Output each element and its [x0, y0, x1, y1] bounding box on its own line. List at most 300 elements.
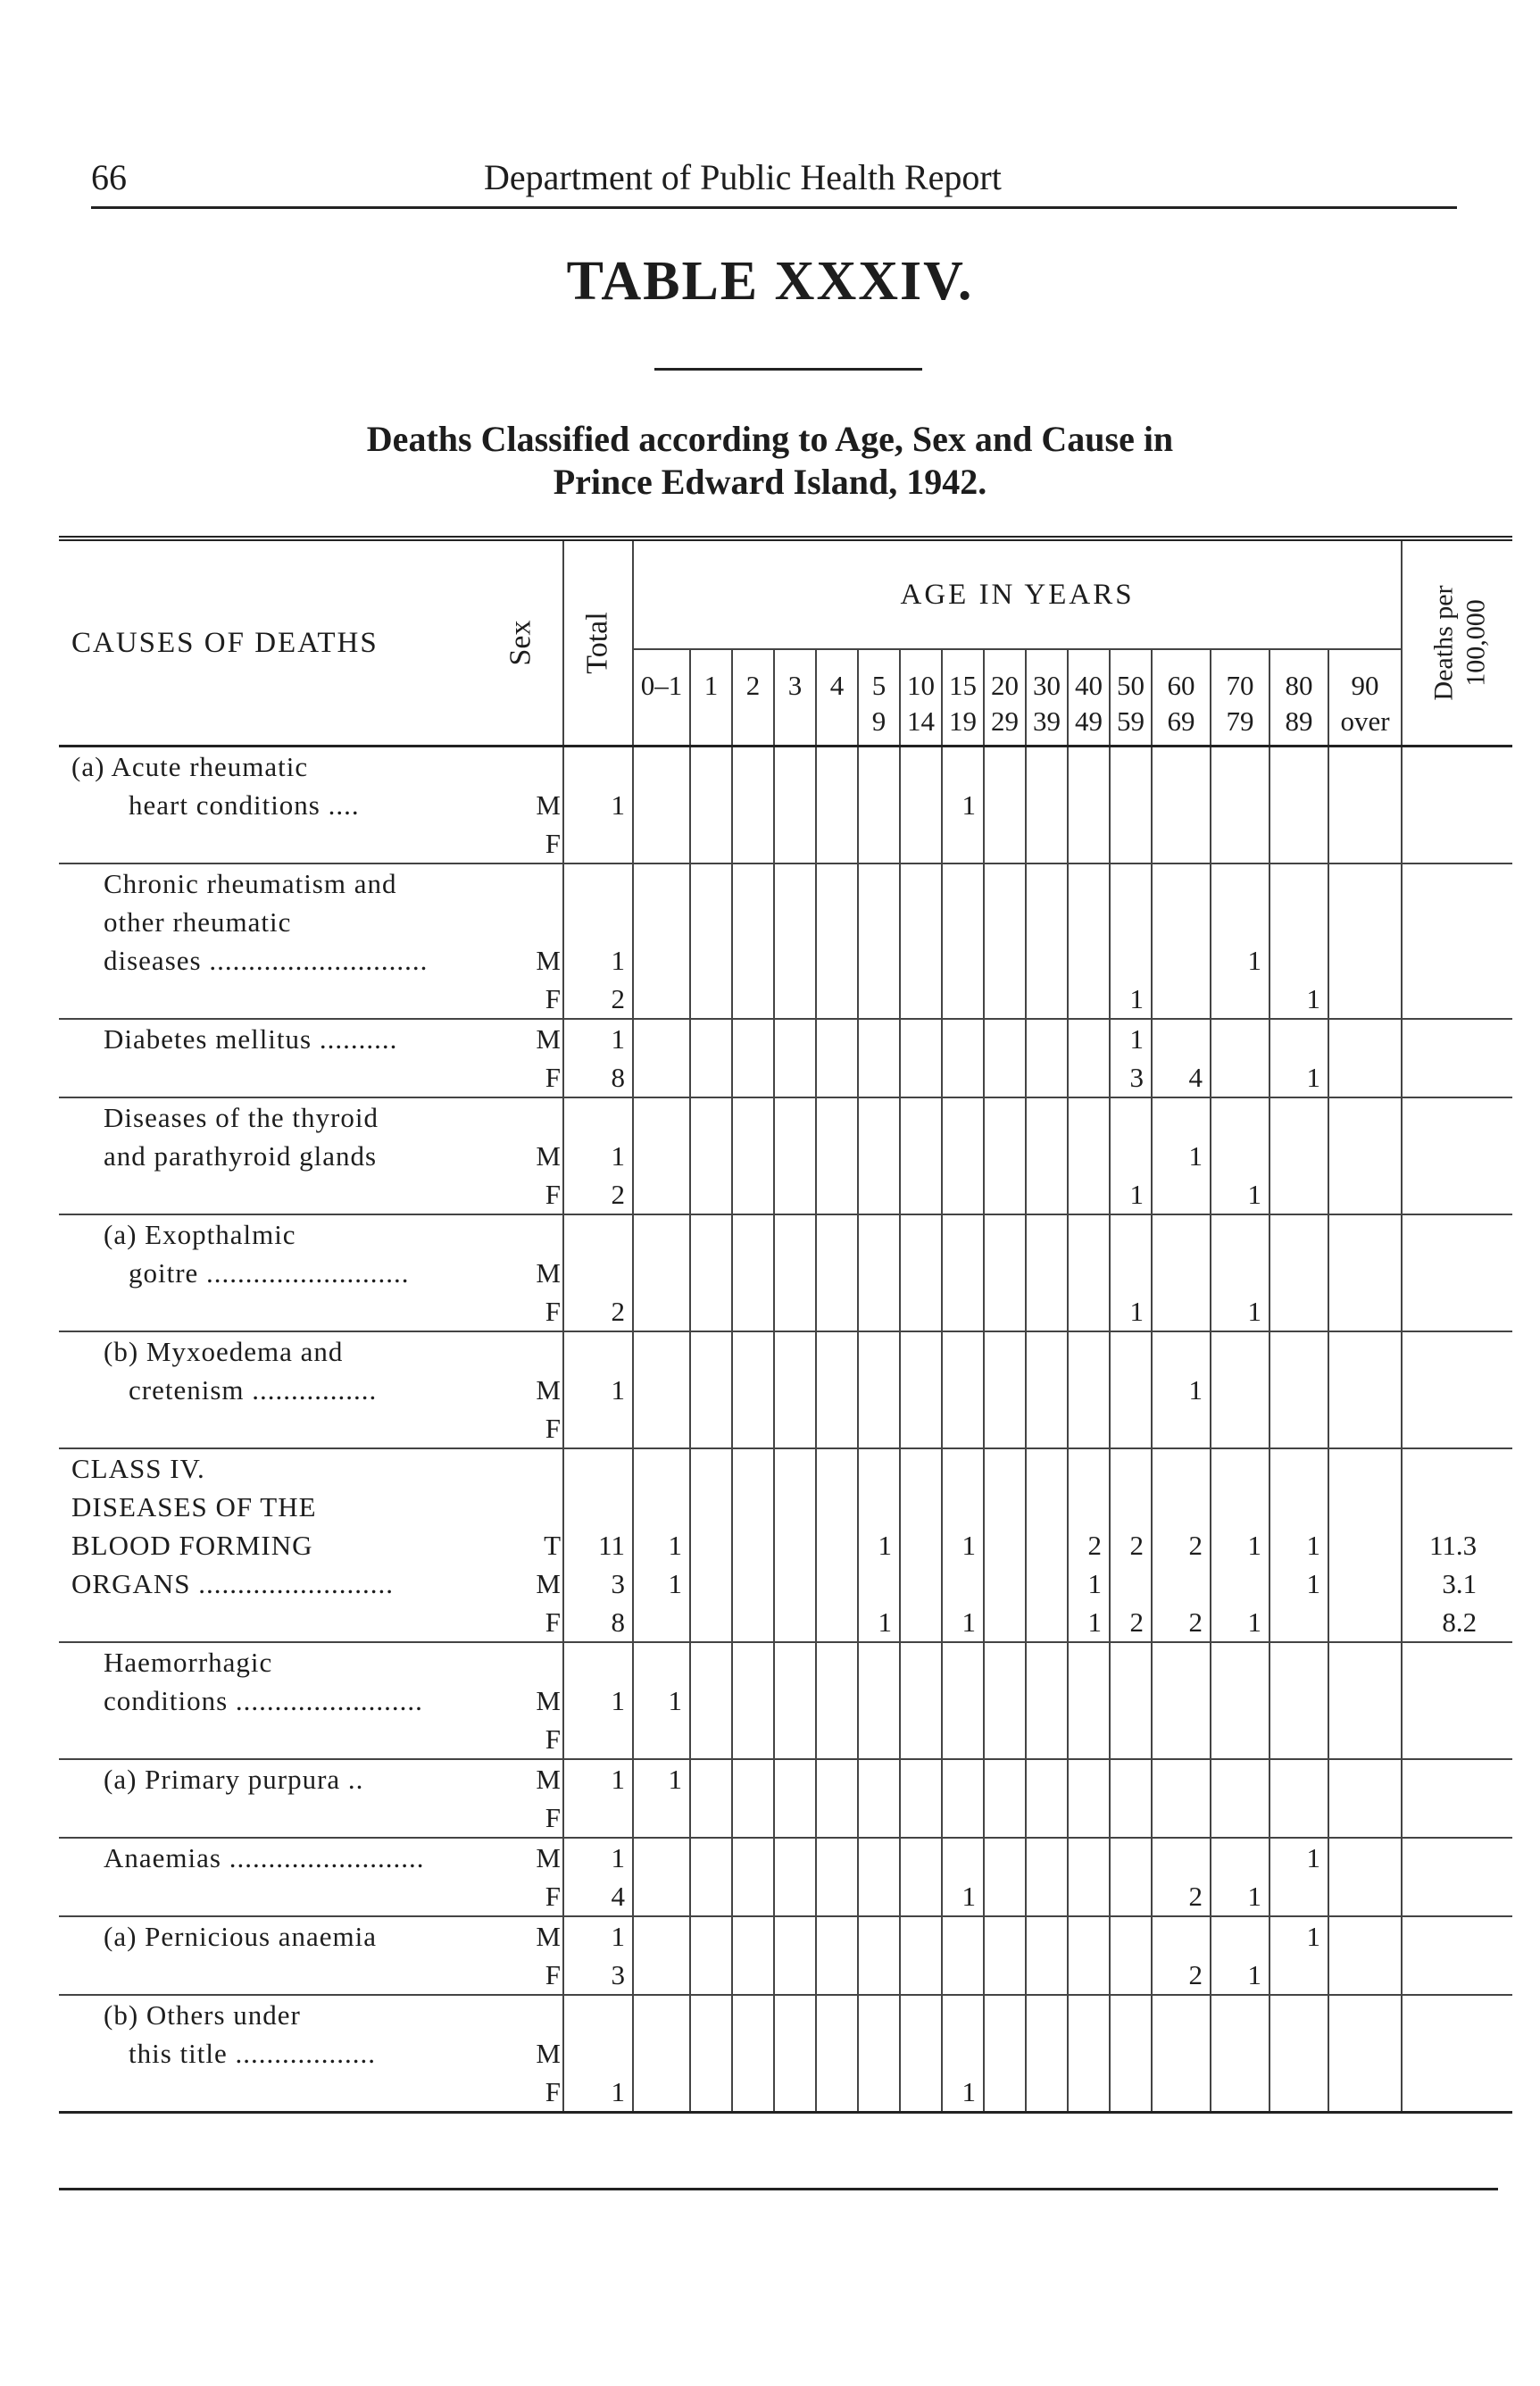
age-cell [633, 1137, 690, 1175]
age-cell [774, 1526, 816, 1564]
age-cell [816, 1331, 858, 1371]
rate-cell [1402, 1175, 1512, 1214]
age-cell [1110, 2073, 1152, 2113]
age-cell [858, 1916, 900, 1956]
age-cell [1211, 824, 1269, 863]
header-row-1 [59, 538, 1512, 649]
rate-cell [1402, 1877, 1512, 1916]
age-cell [732, 1642, 774, 1681]
age-cell [690, 1097, 732, 1137]
age-cell [1026, 1995, 1068, 2034]
age-cell [1269, 1448, 1328, 1488]
cause-cell: conditions ........................ [104, 1685, 423, 1716]
age-cell [1110, 1956, 1152, 1995]
age-cell: 1 [1211, 1292, 1269, 1331]
age-cell [1211, 1331, 1269, 1371]
age-cell [1110, 786, 1152, 824]
age-cell [1269, 1371, 1328, 1409]
age-cell [633, 1916, 690, 1956]
age-column-header [942, 649, 984, 747]
age-cell [984, 1214, 1026, 1254]
age-cell [1026, 1254, 1068, 1292]
age-cell [1026, 824, 1068, 863]
age-cell [900, 1371, 942, 1409]
cause-cell: diseases ............................ [104, 945, 429, 976]
age-cell [942, 980, 984, 1019]
sex-cell [479, 747, 563, 787]
age-header-top: 10 [907, 670, 935, 701]
age-cell [774, 824, 816, 863]
sex-cell: F [545, 1413, 561, 1444]
age-cell [942, 747, 984, 787]
age-cell [690, 1292, 732, 1331]
age-cell [1026, 1292, 1068, 1331]
sex-cell: M [536, 1257, 561, 1289]
table-row [59, 1097, 1512, 1137]
age-cell: 1 [1152, 1137, 1211, 1175]
age-cell [1211, 1097, 1269, 1137]
age-cell [858, 1564, 900, 1603]
age-cell [1068, 1995, 1110, 2034]
age-cell [1269, 1409, 1328, 1448]
age-cell: 1 [1068, 1603, 1110, 1642]
age-cell [1328, 1292, 1402, 1331]
age-cell [1269, 1956, 1328, 1995]
age-cell [942, 1371, 984, 1409]
rate-cell [1402, 2034, 1512, 2073]
age-cell [1068, 903, 1110, 941]
age-cell [1152, 786, 1211, 824]
age-cell [1328, 1058, 1402, 1097]
age-cell [816, 1681, 858, 1720]
rate-cell [1402, 1798, 1512, 1838]
total-cell [563, 824, 633, 863]
age-header-bottom: 19 [949, 705, 977, 737]
age-cell: 2 [1152, 1603, 1211, 1642]
age-cell [690, 1448, 732, 1488]
age-cell [633, 1603, 690, 1642]
age-cell [1068, 1331, 1110, 1371]
age-cell [900, 1137, 942, 1175]
sex-cell: M [536, 1568, 561, 1599]
age-cell [732, 1448, 774, 1488]
age-cell: 3 [1110, 1058, 1152, 1097]
age-cell [774, 1877, 816, 1916]
age-cell [1211, 903, 1269, 941]
rate-header-line-1: Deaths per [1428, 585, 1459, 701]
age-cell [1110, 2034, 1152, 2073]
age-cell: 1 [1211, 941, 1269, 980]
age-cell [774, 1681, 816, 1720]
age-cell [1026, 1331, 1068, 1371]
age-cell: 1 [1211, 1526, 1269, 1564]
age-cell [732, 1019, 774, 1058]
age-cell [774, 1097, 816, 1137]
age-cell [1328, 747, 1402, 787]
age-cell [1152, 1798, 1211, 1838]
age-cell [690, 2073, 732, 2113]
age-cell [858, 1409, 900, 1448]
table-row [59, 1720, 1512, 1759]
age-cell [1026, 1526, 1068, 1564]
age-cell [942, 1137, 984, 1175]
age-header-bottom: 49 [1075, 705, 1103, 737]
age-cell: 1 [858, 1526, 900, 1564]
age-cell [633, 941, 690, 980]
total-cell: 1 [563, 2073, 633, 2113]
table-row [59, 1175, 1512, 1214]
age-header-top: 20 [991, 670, 1019, 701]
age-cell [984, 1019, 1026, 1058]
total-cell: 2 [563, 1175, 633, 1214]
rate-cell [1402, 2073, 1512, 2113]
age-cell [858, 1097, 900, 1137]
age-header-top: 50 [1117, 670, 1145, 701]
age-cell [690, 1214, 732, 1254]
sex-cell: F [545, 1723, 561, 1755]
total-cell: 1 [563, 1137, 633, 1175]
age-header-top: 2 [745, 670, 761, 701]
age-cell [1110, 1642, 1152, 1681]
age-cell [1152, 1019, 1211, 1058]
age-cell [1068, 1956, 1110, 1995]
sex-cell: M [479, 1759, 563, 1798]
age-cell [1068, 1642, 1110, 1681]
age-header-top: 15 [949, 670, 977, 701]
table-row [59, 1838, 1512, 1877]
age-cell: 1 [633, 1759, 690, 1798]
age-cell [1110, 1409, 1152, 1448]
age-cell [900, 747, 942, 787]
age-cell [1211, 1681, 1269, 1720]
age-cell [1110, 1137, 1152, 1175]
age-cell [1328, 1877, 1402, 1916]
age-cell [942, 1798, 984, 1838]
age-cell [1269, 1877, 1328, 1916]
age-cell [984, 786, 1026, 824]
sex-cell [479, 1097, 563, 1137]
total-cell: 3 [563, 1564, 633, 1603]
age-header-bottom: 9 [871, 705, 887, 737]
cause-cell: (a) Exopthalmic [59, 1214, 479, 1254]
age-cell [1152, 903, 1211, 941]
age-cell [1328, 1838, 1402, 1877]
age-cell [690, 1331, 732, 1371]
age-cell [942, 1956, 984, 1995]
age-cell [858, 1681, 900, 1720]
age-cell [1110, 1720, 1152, 1759]
age-column-header [690, 649, 732, 747]
age-cell [1068, 1877, 1110, 1916]
age-cell [858, 786, 900, 824]
age-cell [690, 1603, 732, 1642]
rate-cell [1402, 1995, 1512, 2034]
age-cell [1328, 1488, 1402, 1526]
cause-cell: heart conditions .... [129, 789, 360, 821]
age-header-bottom [733, 704, 773, 739]
age-cell [942, 824, 984, 863]
age-cell [633, 1214, 690, 1254]
age-cell [816, 824, 858, 863]
age-cell [774, 1603, 816, 1642]
age-cell [774, 1019, 816, 1058]
sex-cell [479, 863, 563, 903]
age-cell [1068, 747, 1110, 787]
table-row [59, 1331, 1512, 1371]
age-cell [1269, 863, 1328, 903]
age-cell [1269, 1720, 1328, 1759]
age-header-bottom [691, 704, 731, 739]
age-cell [984, 1371, 1026, 1409]
total-cell [563, 747, 633, 787]
age-cell [1269, 1254, 1328, 1292]
age-cell [732, 1877, 774, 1916]
age-cell [774, 863, 816, 903]
age-cell [1068, 980, 1110, 1019]
age-cell [816, 1137, 858, 1175]
cause-cell: (b) Myxoedema and [59, 1331, 479, 1371]
causes-header: CAUSES OF DEATHS [59, 538, 479, 747]
age-cell [984, 1448, 1026, 1488]
rate-cell [1402, 863, 1512, 903]
age-cell [732, 1058, 774, 1097]
total-cell [563, 1995, 633, 2034]
age-cell [774, 1564, 816, 1603]
rate-cell: 3.1 [1402, 1564, 1512, 1603]
sex-cell: F [545, 983, 561, 1014]
age-cell [816, 747, 858, 787]
age-cell [1068, 1137, 1110, 1175]
age-cell [732, 863, 774, 903]
age-header-bottom: over [1340, 705, 1390, 737]
age-header-top: 60 [1167, 670, 1195, 701]
age-cell [900, 903, 942, 941]
age-cell [858, 1371, 900, 1409]
table-row [59, 903, 1512, 941]
age-cell [1110, 941, 1152, 980]
age-header-bottom [817, 704, 857, 739]
age-cell [858, 1254, 900, 1292]
rate-cell [1402, 1409, 1512, 1448]
age-cell [1110, 1798, 1152, 1838]
age-cell [1269, 1642, 1328, 1681]
age-cell [732, 903, 774, 941]
table-row [59, 1759, 1512, 1798]
age-cell [1211, 1137, 1269, 1175]
rate-cell [1402, 747, 1512, 787]
age-cell [858, 1019, 900, 1058]
age-cell [984, 1720, 1026, 1759]
table-row [59, 2034, 1512, 2073]
age-group-header: AGE IN YEARS [633, 538, 1402, 649]
age-cell [690, 747, 732, 787]
age-cell [1026, 1681, 1068, 1720]
age-cell [1211, 1371, 1269, 1409]
cause-cell: this title .................. [129, 2038, 376, 2069]
sex-cell: F [479, 2073, 563, 2113]
age-cell [633, 1058, 690, 1097]
age-cell [1211, 1838, 1269, 1877]
age-cell [1152, 747, 1211, 787]
age-cell [774, 1720, 816, 1759]
age-header-bottom: 29 [991, 705, 1019, 737]
sex-cell: T [544, 1530, 561, 1561]
age-cell [774, 1995, 816, 2034]
sex-cell [479, 1642, 563, 1681]
sex-cell: M [536, 1140, 561, 1172]
age-cell [858, 1642, 900, 1681]
age-cell [774, 903, 816, 941]
age-cell [816, 941, 858, 980]
age-cell [942, 1214, 984, 1254]
age-cell [900, 1448, 942, 1488]
age-cell [1269, 1603, 1328, 1642]
rate-cell: 11.3 [1402, 1526, 1512, 1564]
age-header-top: 3 [787, 670, 803, 701]
age-cell [816, 1019, 858, 1058]
age-cell [942, 903, 984, 941]
cause-cell: cretenism ................ [129, 1374, 378, 1406]
table-row [59, 1448, 1512, 1488]
table-row [59, 2073, 1512, 2113]
age-cell [858, 1838, 900, 1877]
age-cell [1152, 1564, 1211, 1603]
age-cell [1152, 1995, 1211, 2034]
age-column-header [858, 649, 900, 747]
rate-header [1402, 538, 1512, 747]
age-cell [690, 1019, 732, 1058]
age-header-top: 4 [829, 670, 845, 701]
age-cell [1110, 903, 1152, 941]
age-cell [633, 1956, 690, 1995]
age-cell [1328, 1720, 1402, 1759]
age-cell [1110, 1371, 1152, 1409]
age-cell [1026, 941, 1068, 980]
age-cell [1152, 1097, 1211, 1137]
age-cell [633, 747, 690, 787]
table-row [59, 1137, 1512, 1175]
age-cell: 1 [1269, 1058, 1328, 1097]
age-cell [1068, 863, 1110, 903]
age-cell [732, 1409, 774, 1448]
total-cell: 4 [563, 1877, 633, 1916]
sex-cell: M [479, 1019, 563, 1058]
age-cell [774, 1838, 816, 1877]
total-cell: 1 [563, 1916, 633, 1956]
age-cell [816, 1371, 858, 1409]
age-cell [1328, 2073, 1402, 2113]
age-cell [1328, 786, 1402, 824]
cause-cell: Anaemias ......................... [59, 1838, 479, 1877]
age-cell [816, 1642, 858, 1681]
age-cell [942, 1292, 984, 1331]
age-cell [816, 1877, 858, 1916]
age-cell [1110, 863, 1152, 903]
age-cell [1328, 1254, 1402, 1292]
age-cell: 1 [1110, 1175, 1152, 1214]
sex-cell: M [479, 1916, 563, 1956]
age-cell [774, 1759, 816, 1798]
age-cell [1026, 1448, 1068, 1488]
age-cell [1211, 1759, 1269, 1798]
age-cell [1328, 1175, 1402, 1214]
age-cell [984, 1292, 1026, 1331]
age-cell [1026, 1019, 1068, 1058]
age-cell [1152, 1720, 1211, 1759]
title-rule [654, 368, 922, 371]
total-cell [563, 1097, 633, 1137]
age-cell [633, 2034, 690, 2073]
age-cell: 1 [1269, 1564, 1328, 1603]
age-cell [1269, 941, 1328, 980]
age-cell [816, 1254, 858, 1292]
age-cell [1328, 1759, 1402, 1798]
age-cell: 1 [942, 1603, 984, 1642]
sex-cell: M [536, 789, 561, 821]
age-cell [858, 2034, 900, 2073]
cause-cell: Haemorrhagic [59, 1642, 479, 1681]
age-cell [942, 1720, 984, 1759]
age-cell [774, 1137, 816, 1175]
age-cell [816, 1214, 858, 1254]
cause-cell: Chronic rheumatism and [59, 863, 479, 903]
rate-cell [1402, 1254, 1512, 1292]
age-cell [732, 1488, 774, 1526]
sex-cell: F [545, 1179, 561, 1210]
age-cell [1026, 1838, 1068, 1877]
age-cell [690, 1488, 732, 1526]
age-cell [1026, 1759, 1068, 1798]
age-cell [732, 1798, 774, 1838]
total-cell [563, 863, 633, 903]
age-cell [1211, 2073, 1269, 2113]
page-number: 66 [91, 157, 127, 197]
age-cell [1152, 980, 1211, 1019]
age-cell [900, 1720, 942, 1759]
age-cell [1152, 1254, 1211, 1292]
age-cell [1269, 1019, 1328, 1058]
age-cell [690, 1254, 732, 1292]
age-cell [633, 786, 690, 824]
age-cell [900, 1564, 942, 1603]
age-cell [774, 1254, 816, 1292]
age-cell [1269, 1292, 1328, 1331]
age-cell [690, 1642, 732, 1681]
age-header-bottom: 79 [1226, 705, 1254, 737]
age-cell [900, 1798, 942, 1838]
age-cell [1068, 1759, 1110, 1798]
age-cell [1068, 1371, 1110, 1409]
age-cell [1211, 1214, 1269, 1254]
age-cell [816, 1292, 858, 1331]
age-cell [900, 1681, 942, 1720]
age-cell [1269, 1488, 1328, 1526]
age-header-bottom [634, 704, 689, 739]
table-row [59, 1877, 1512, 1916]
table-row [59, 1214, 1512, 1254]
age-cell [1269, 1331, 1328, 1371]
age-cell [1328, 903, 1402, 941]
age-cell [942, 1058, 984, 1097]
table-row [59, 1995, 1512, 2034]
age-cell [1068, 786, 1110, 824]
age-cell [900, 1526, 942, 1564]
age-cell [633, 1292, 690, 1331]
age-cell [1026, 2034, 1068, 2073]
total-cell [563, 1642, 633, 1681]
table-row [59, 1642, 1512, 1681]
age-cell [1110, 1916, 1152, 1956]
